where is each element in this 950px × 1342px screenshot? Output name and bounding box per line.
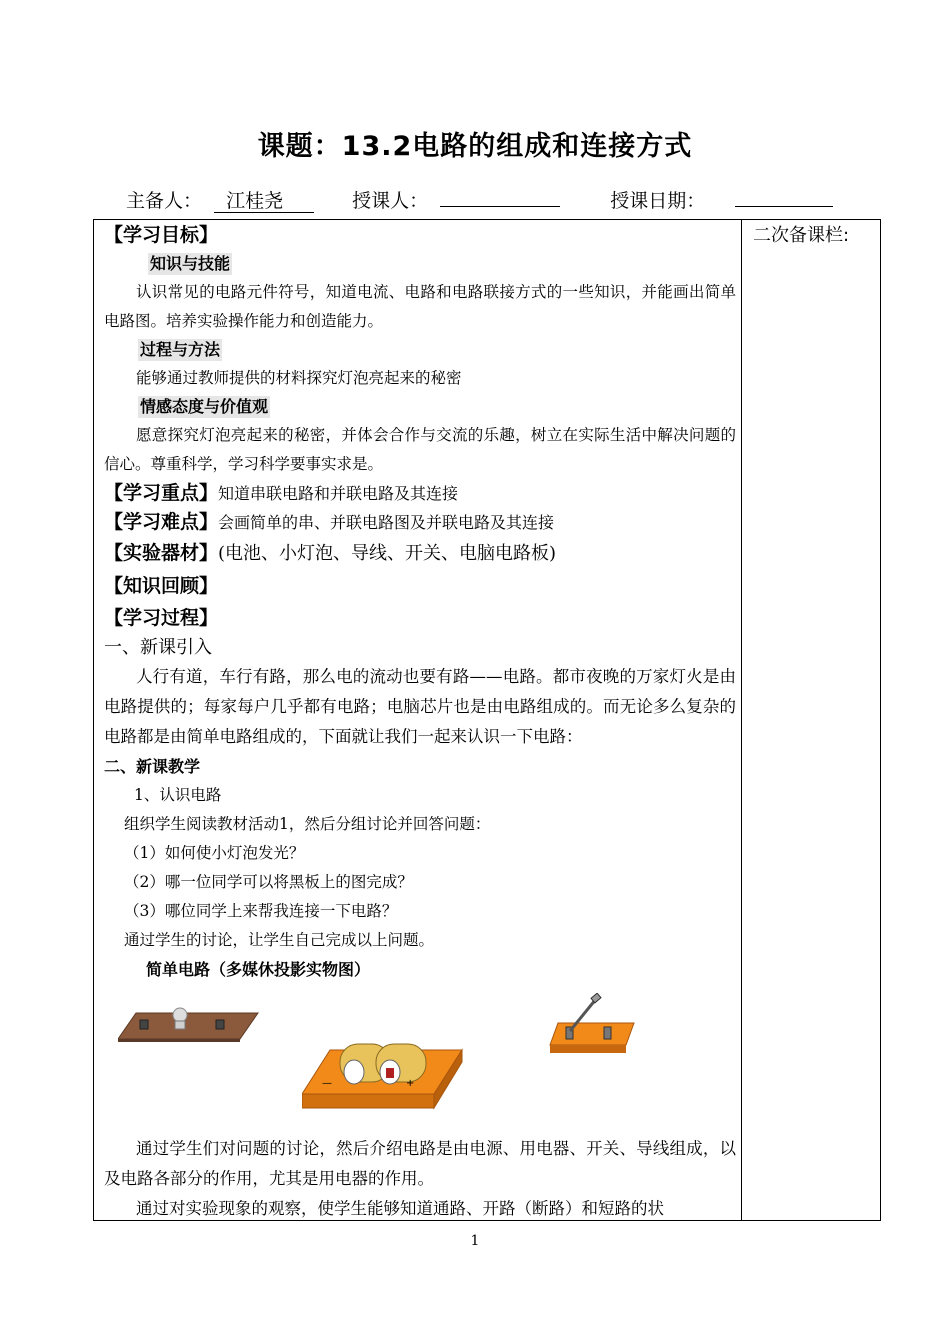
item1: 1、认识电路 — [134, 786, 222, 804]
host-label: 主备人： — [126, 190, 203, 212]
after-text-2: 通过对实验现象的观察，使学生能够知道通路、开路（断路）和短路的状 — [136, 1199, 664, 1218]
goals-heading: 【学习目标】 — [104, 224, 219, 246]
page-title: 课题：13.2电路的组成和连接方式 — [257, 131, 693, 162]
side-column-title: 二次备课栏: — [753, 225, 850, 246]
figure-caption: 简单电路（多媒休投影实物图） — [146, 960, 371, 979]
equipment-text: (电池、小灯泡、导线、开关、电脑电路板) — [218, 543, 557, 564]
svg-text:—: — — [322, 1078, 332, 1089]
section1-text: 人行有道，车行有路，那么电的流动也要有路——电路。都市夜晚的万家灯火是由电路提供的；每家每户几乎都有电路；电脑芯片也是由电路组成的。而无论多么复杂的电路都是由简单电路组成的，下面就让我们一起来认识一下电路： — [104, 667, 736, 746]
equipment-heading: 【实验器材】 — [104, 542, 219, 564]
equipment-row — [104, 537, 736, 570]
attitude-row — [104, 393, 736, 421]
knowledge-text: 认识常见的电路元件符号，知道电流、电路和电路联接方式的一些知识，并能画出简单电路图。培养实验操作能力和创造能力。 — [104, 283, 736, 330]
column-divider — [741, 219, 742, 1221]
meta-row — [126, 184, 833, 213]
section1-heading: 一、新课引入 — [104, 637, 212, 658]
focus-heading: 【学习重点】 — [104, 482, 219, 504]
question-1: （1）如何使小灯泡发光？ — [124, 844, 305, 862]
attitude-text: 愿意探究灯泡亮起来的秘密，并体会合作与交流的乐趣，树立在实际生活中解决问题的信心。尊重科学，学习科学要事实求是。 — [104, 426, 736, 473]
focus-row — [104, 479, 736, 508]
knowledge-heading: 知识与技能 — [150, 254, 231, 273]
process-row — [104, 336, 736, 364]
battery-board-figure — [302, 1036, 464, 1110]
after-text-1: 通过学生们对问题的讨论，然后介绍电路是由电源、用电器、开关、导线组成，以及电路各部分的作用，尤其是用电器的作用。 — [104, 1139, 736, 1188]
host-name: 江桂尧 — [214, 190, 314, 213]
attitude-heading: 情感态度与价值观 — [140, 397, 269, 416]
date-label: 授课日期： — [610, 190, 706, 212]
page-number: 1 — [470, 1233, 480, 1249]
difficulty-row — [104, 508, 736, 537]
teacher-blank — [440, 184, 560, 207]
activity-intro: 组织学生阅读教材活动1，然后分组讨论并回答问题： — [124, 815, 491, 833]
process-heading: 过程与方法 — [140, 340, 221, 359]
learning-process-heading: 【学习过程】 — [104, 607, 219, 629]
knowledge-row — [104, 250, 736, 278]
section2-heading: 二、新课教学 — [104, 757, 201, 776]
svg-text:+: + — [406, 1078, 415, 1089]
focus-text: 知道串联电路和并联电路及其连接 — [218, 484, 459, 503]
difficulty-text: 会画简单的串、并联电路图及并联电路及其连接 — [218, 513, 555, 532]
teacher-label: 授课人： — [352, 190, 429, 212]
question-3: （3）哪位同学上来帮我连接一下电路？ — [124, 902, 398, 920]
lamp-board-figure — [118, 1003, 260, 1043]
switch-board-figure — [548, 993, 636, 1055]
date-blank — [735, 184, 833, 207]
conclusion-line: 通过学生的讨论，让学生自己完成以上问题。 — [124, 931, 435, 949]
question-2: （2）哪一位同学可以将黑板上的图完成？ — [124, 873, 413, 891]
process-text: 能够通过教师提供的材料探究灯泡亮起来的秘密 — [136, 369, 462, 387]
review-heading: 【知识回顾】 — [104, 575, 219, 597]
difficulty-heading: 【学习难点】 — [104, 511, 219, 533]
